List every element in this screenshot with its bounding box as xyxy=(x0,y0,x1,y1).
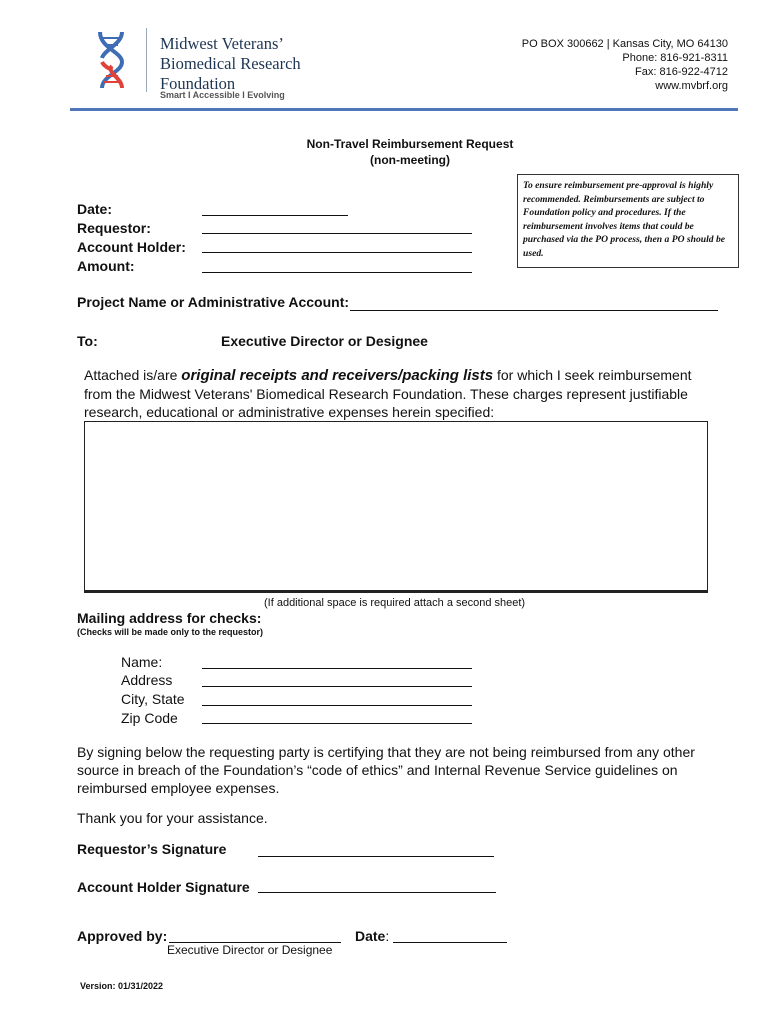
mailing-subnote: (Checks will be made only to the requestor) xyxy=(77,627,264,637)
amount-line xyxy=(202,272,472,273)
zip-code-line[interactable] xyxy=(202,723,472,724)
attached-emphasis: original receipts and receivers/packing lists xyxy=(181,367,494,384)
approval-date-line[interactable] xyxy=(393,942,507,943)
version-label: Version: 01/31/2022 xyxy=(80,981,164,991)
contact-phone: Phone: 816-921-8311 xyxy=(622,52,728,64)
approval-date-word: Date xyxy=(355,928,386,944)
org-name-line: Foundation xyxy=(160,74,236,93)
account-holder-line xyxy=(202,252,472,253)
expense-description-box[interactable] xyxy=(84,421,708,593)
org-name-line: Midwest Veterans’ xyxy=(160,34,284,53)
title-line-2: (non-meeting) xyxy=(370,153,450,167)
attached-suffix: for which I seek reimbursement from the Midwest Veterans' Biomedical Research Foundation. These charges represent justifiable research, educational or administrative expenses herein specified: xyxy=(84,367,692,420)
project-line xyxy=(350,310,718,311)
account-holder-field[interactable] xyxy=(204,235,470,253)
header-rule xyxy=(70,108,738,111)
amount-field[interactable] xyxy=(204,254,470,272)
project-label: Project Name or Administrative Account: xyxy=(77,294,350,310)
project-field[interactable] xyxy=(352,292,716,310)
city-state-line[interactable] xyxy=(202,705,472,706)
city-state-label: City, State xyxy=(121,691,185,707)
date-label: Date: xyxy=(77,201,113,217)
org-name-line: Biomedical Research xyxy=(160,54,301,73)
additional-space-note: (If additional space is required attach a second sheet) xyxy=(264,597,526,609)
account-holder-signature-line[interactable] xyxy=(258,892,496,893)
requestor-signature-line[interactable] xyxy=(258,856,494,857)
date-field[interactable] xyxy=(204,198,346,216)
attached-statement xyxy=(84,366,704,421)
approval-date-colon: : xyxy=(385,928,390,944)
to-label: To: xyxy=(77,333,98,349)
approval-date-label xyxy=(355,927,389,946)
contact-address: PO BOX 300662 | Kansas City, MO 64130 xyxy=(521,38,728,50)
address-line[interactable] xyxy=(202,686,472,687)
title-line-1: Non-Travel Reimbursement Request xyxy=(306,137,514,151)
preapproval-notice: To ensure reimbursement pre-approval is highly recommended. Reimbursements are subject to Foundation policy and procedures. If the reimbursement involves items that could be purchased via the PO process, then a PO should be used. xyxy=(517,174,739,268)
requestor-field[interactable] xyxy=(204,216,470,234)
contact-block xyxy=(522,37,728,93)
dna-logo-icon xyxy=(92,28,132,92)
attached-prefix: Attached is/are xyxy=(84,367,182,383)
requestor-label: Requestor: xyxy=(77,220,151,236)
thank-you-text: Thank you for your assistance. xyxy=(77,810,268,826)
to-recipient: Executive Director or Designee xyxy=(221,333,428,349)
amount-label: Amount: xyxy=(77,258,135,274)
requestor-line xyxy=(202,233,472,234)
approved-by-label: Approved by: xyxy=(77,928,168,944)
zip-code-label: Zip Code xyxy=(121,710,178,726)
contact-website: www.mvbrf.org xyxy=(655,80,728,92)
tagline: Smart I Accessible I Evolving xyxy=(160,90,285,100)
account-holder-label: Account Holder: xyxy=(77,239,186,255)
mailing-heading: Mailing address for checks: xyxy=(77,610,262,626)
name-label: Name: xyxy=(121,654,163,670)
certification-text: By signing below the requesting party is certifying that they are not being reimbursed from any other source in breach of the Foundation’s “code of ethics” and Internal Revenue Service guidelines on reimbursed employee expenses. xyxy=(77,744,695,796)
name-line[interactable] xyxy=(202,668,472,669)
document-title xyxy=(260,136,560,168)
account-holder-signature-label: Account Holder Signature xyxy=(77,879,250,895)
address-label: Address xyxy=(121,672,173,688)
logo-divider xyxy=(146,28,147,92)
approved-by-subtitle: Executive Director or Designee xyxy=(167,943,333,957)
organization-name xyxy=(160,34,301,94)
requestor-signature-label: Requestor’s Signature xyxy=(77,841,227,857)
contact-fax: Fax: 816-922-4712 xyxy=(635,66,728,78)
